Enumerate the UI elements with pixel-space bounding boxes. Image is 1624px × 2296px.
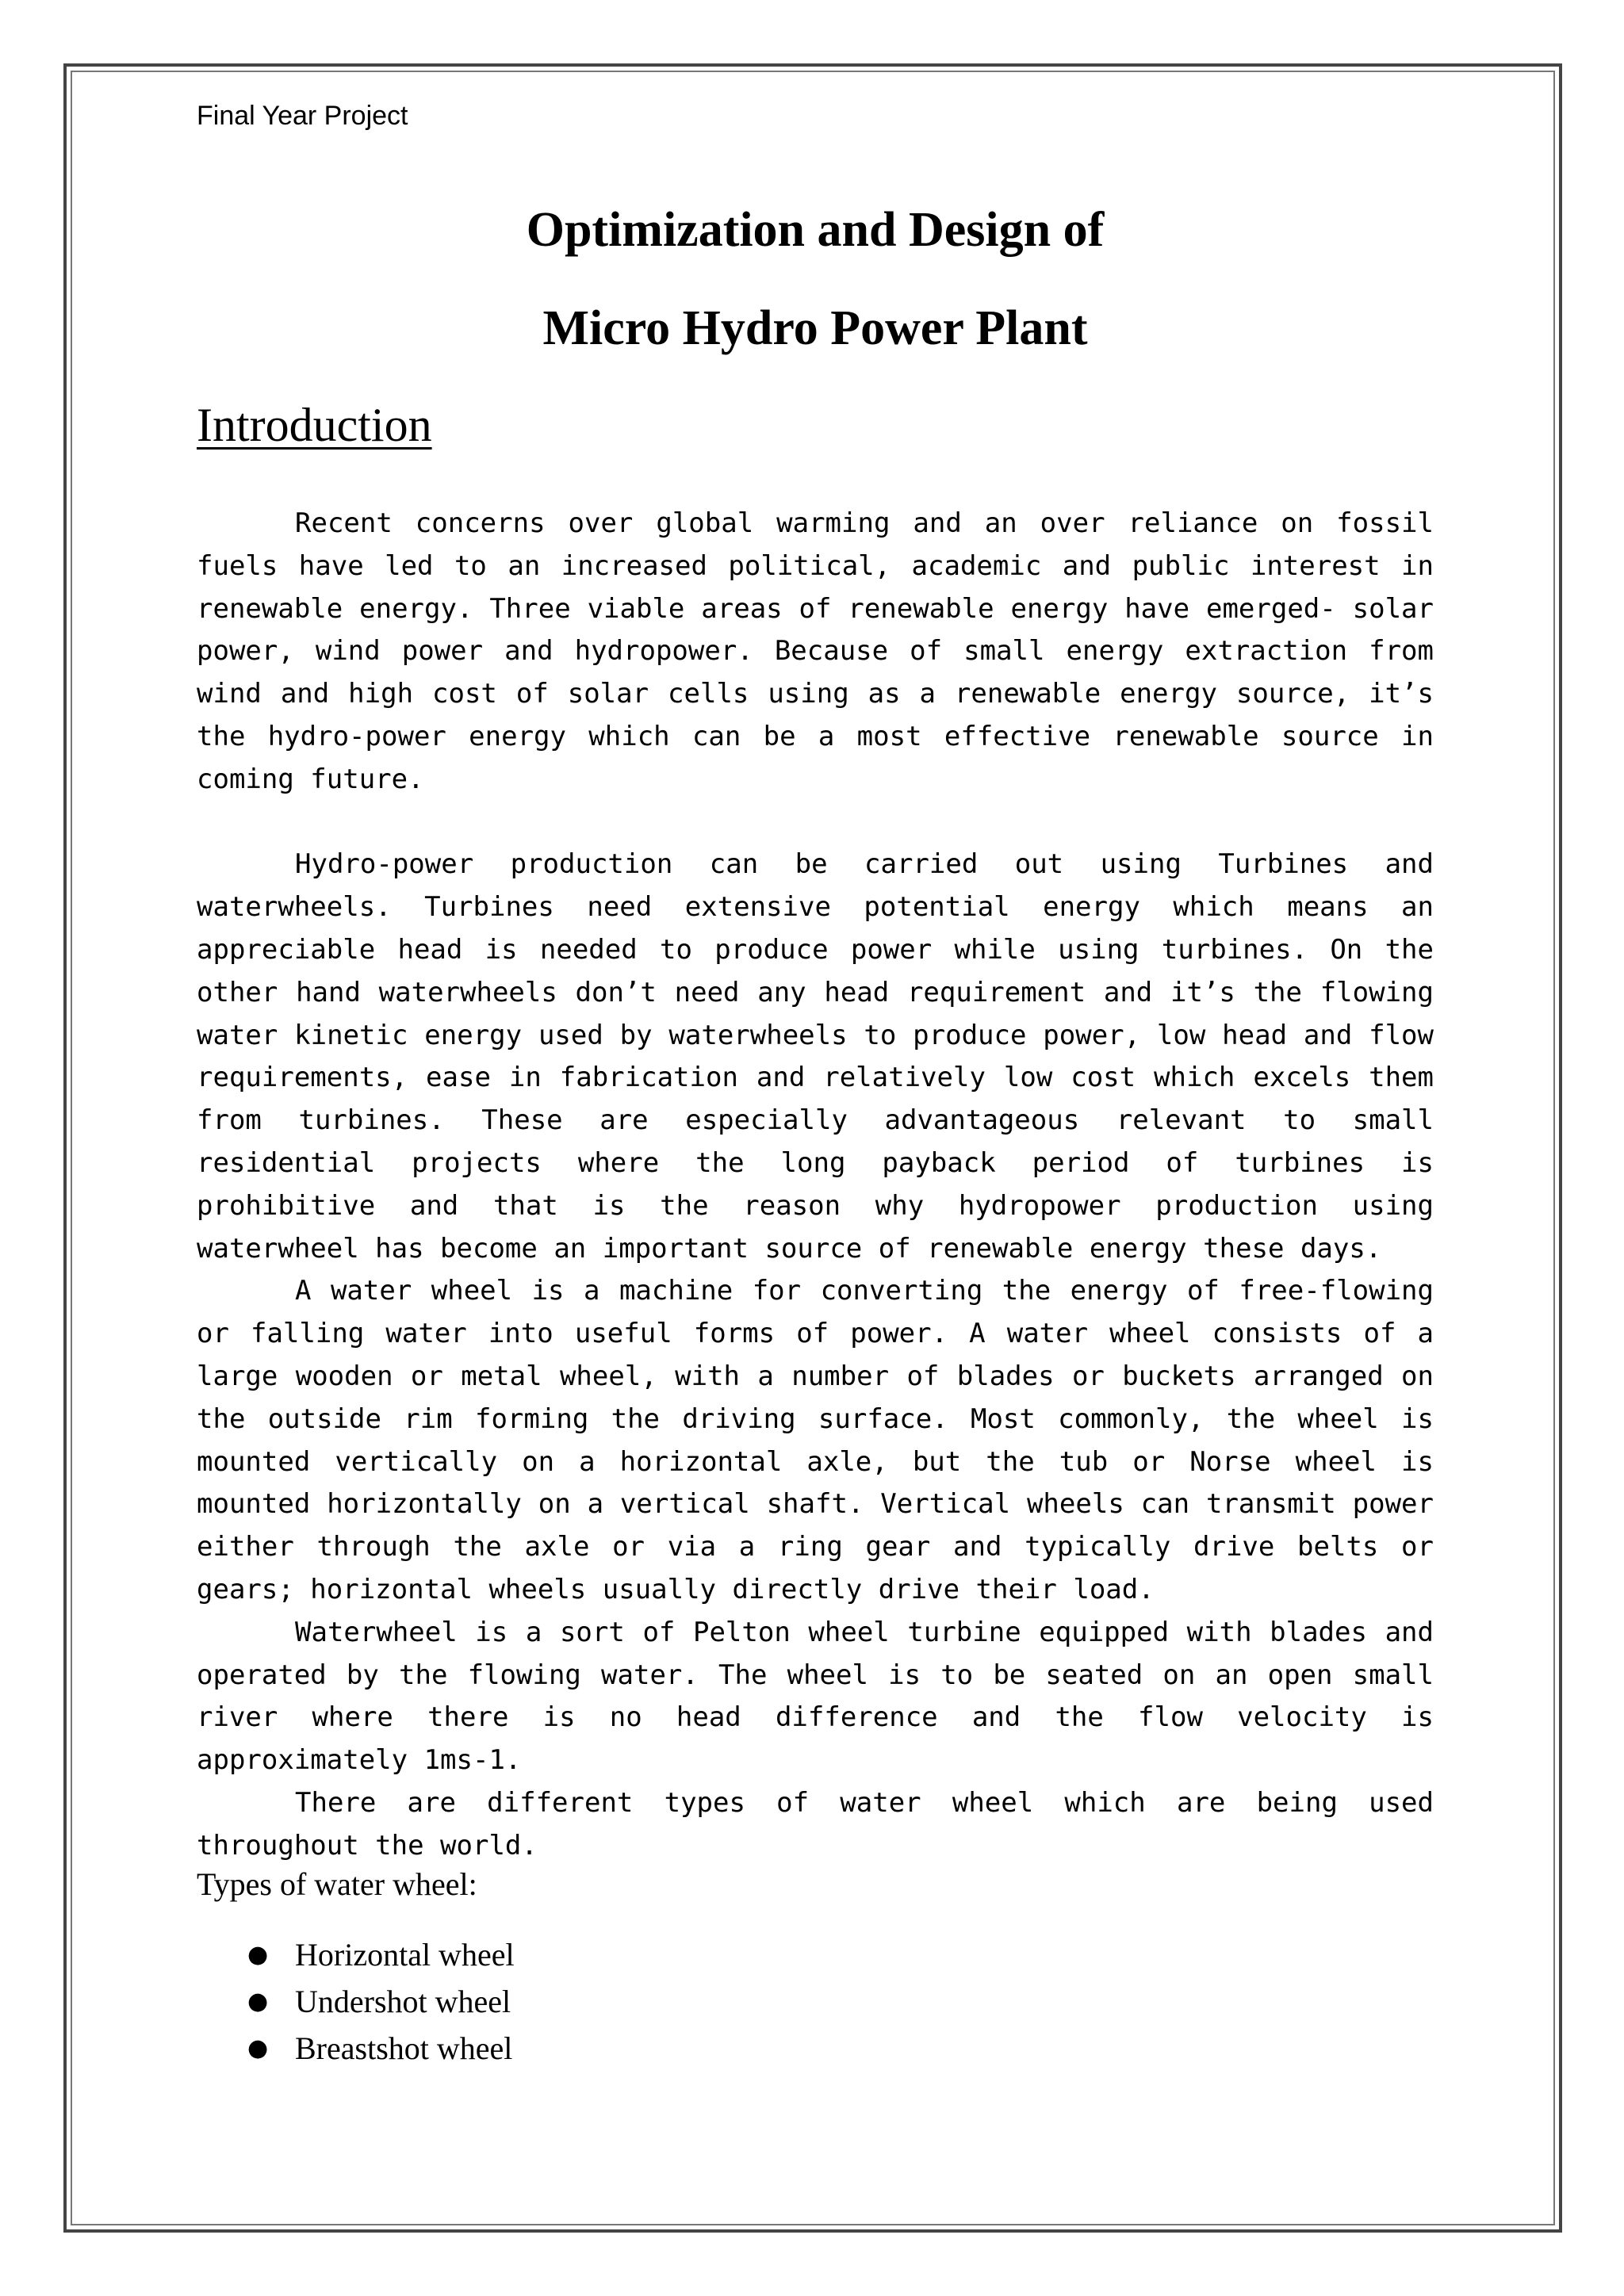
- paragraph: Recent concerns over global warming and an over reliance on fossil fuels have led to an increased political, academic and public interest in renewable energy. Three viable areas of renewable energy have emerged- solar power, wind power and hydropower. Because of small energy extraction from wind and high cost of solar cells using as a renewable energy source, it’s the hydro-power energy which can be a most effective renewable source in coming future.: [197, 507, 1434, 795]
- list-item: [197, 1978, 1434, 2025]
- list-item-label: Undershot wheel: [295, 1984, 511, 2019]
- list-item: [197, 2025, 1434, 2072]
- introduction-body: [197, 503, 1434, 1868]
- paragraph: There are different types of water wheel which are being used throughout the world.: [197, 1786, 1434, 1862]
- list-item-label: Horizontal wheel: [295, 1937, 515, 1973]
- list-item: [197, 1931, 1434, 1978]
- bullet-icon: ●: [247, 1988, 269, 2015]
- list-item-label: Breastshot wheel: [295, 2030, 513, 2066]
- paragraph: Hydro-power production can be carried out using Turbines and waterwheels. Turbines need extensive potential energy which means an appreciable head is needed to produce power while using turbines. On the other hand waterwheels don’t need any head requirement and it’s the flowing water kinetic energy used by waterwheels to produce power, low head and flow requirements, ease in fabrication and relatively low cost which excels them from turbines. These are especially advantageous relevant to small residential projects where the long payback period of turbines is prohibitive and that is the reason why hydropower production using waterwheel has become an important source of renewable energy these days.: [197, 848, 1434, 1265]
- bullet-icon: ●: [247, 2034, 269, 2062]
- wheel-type-list: [197, 1931, 1434, 2072]
- paragraph: A water wheel is a machine for converting the energy of free-flowing or falling water into useful forms of power. A water wheel consists of a large wooden or metal wheel, with a number of blades or buckets arranged on the outside rim forming the driving surface. Most commonly, the wheel is mounted vertically on a horizontal axle, but the tub or Norse wheel is mounted horizontally on a vertical shaft. Vertical wheels can transmit power either through the axle or via a ring gear and typically drive belts or gears; horizontal wheels usually directly drive their load.: [197, 1275, 1434, 1605]
- paragraph: Waterwheel is a sort of Pelton wheel turbine equipped with blades and operated by the flowing water. The wheel is to be seated on an open small river where there is no head difference and the flow velocity is approximately 1ms-1.: [197, 1616, 1434, 1777]
- bullet-icon: ●: [247, 1941, 269, 1969]
- section-heading-introduction: Introduction: [197, 399, 432, 451]
- running-header: Final Year Project: [197, 101, 408, 131]
- document-title-line-2: Micro Hydro Power Plant: [542, 301, 1088, 355]
- document-title-line-1: Optimization and Design of: [526, 203, 1105, 257]
- water-wheel-types: [197, 1863, 1434, 2072]
- types-heading: Types of water wheel:: [197, 1866, 477, 1902]
